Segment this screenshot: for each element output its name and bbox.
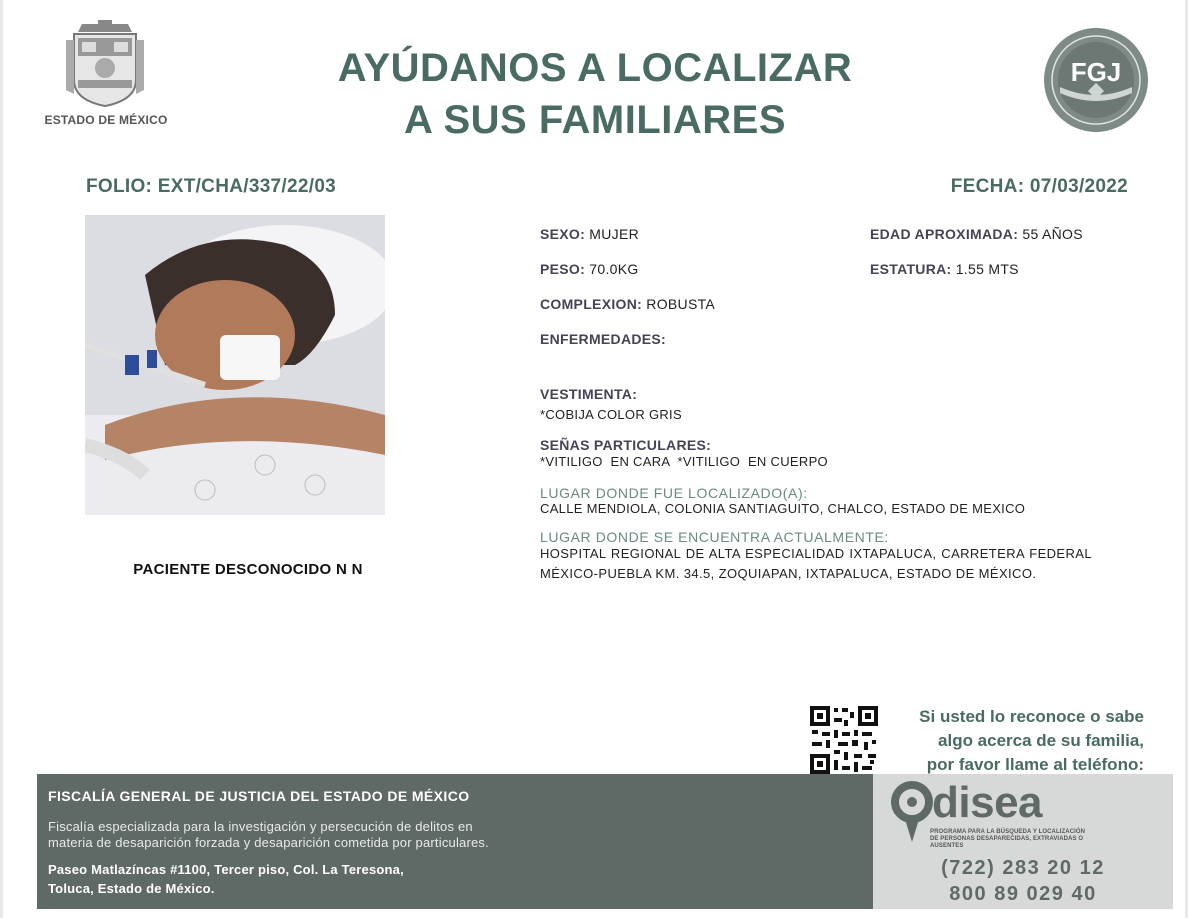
call-line-1: Si usted lo reconoce o sabe <box>919 707 1144 726</box>
peso-value: 70.0KG <box>589 261 639 277</box>
odisea-pin-icon <box>890 780 934 846</box>
qr-code[interactable] <box>808 704 880 776</box>
estatura-row <box>870 261 1019 277</box>
odisea-subtitle-line-1: PROGRAMA PARA LA BÚSQUEDA Y LOCALIZACIÓN <box>930 829 1086 835</box>
call-line-2: algo acerca de su familia, <box>938 731 1144 750</box>
estatura-label: ESTATURA: <box>870 261 952 277</box>
sexo-value: MUJER <box>589 226 640 242</box>
title-line-1: AYÚDANOS A LOCALIZAR <box>337 46 853 90</box>
odisea-subtitle-line-2: DE PERSONAS DESAPARECIDAS, EXTRAVIADAS O <box>930 836 1084 842</box>
vestimenta-label: VESTIMENTA: <box>540 386 638 402</box>
footer-address-line-1: Paseo Matlazíncas #1100, Tercer piso, Col. La Teresona, <box>48 862 404 877</box>
peso-row <box>540 261 639 277</box>
senas-value: *VITILIGO EN CARA *VITILIGO EN CUERPO <box>540 454 828 469</box>
left-edge-border <box>0 0 3 918</box>
footer-desc-line-1: Fiscalía especializada para la investigación y persecución de delitos en <box>48 819 473 834</box>
peso-label: PESO: <box>540 261 586 277</box>
senas-label: SEÑAS PARTICULARES: <box>540 437 712 453</box>
odisea-subtitle-line-3: AUSENTES <box>930 843 964 849</box>
actual-value: HOSPITAL REGIONAL DE ALTA ESPECIALIDAD IXTAPALUCA, CARRETERA FEDERAL MÉXICO-PUEBLA KM. 34.5, ZOQUIAPAN, IXTAPALUCA, ESTADO DE MÉXICO. <box>540 546 1092 581</box>
complexion-value: ROBUSTA <box>646 296 716 312</box>
sexo-label: SEXO: <box>540 226 586 242</box>
estatura-value: 1.55 MTS <box>955 261 1019 277</box>
title-line-2: A SUS FAMILIARES <box>403 98 787 142</box>
edad-row <box>870 226 1083 242</box>
fgj-seal-logo <box>1038 25 1154 135</box>
enfermedades-row <box>540 331 666 347</box>
fgj-text: FGJ <box>1070 57 1122 87</box>
sexo-row <box>540 226 639 242</box>
phone-number-1[interactable]: (722) 283 20 12 <box>941 857 1105 879</box>
actual-label: LUGAR DONDE SE ENCUENTRA ACTUALMENTE: <box>540 529 889 545</box>
edad-value: 55 AÑOS <box>1022 226 1083 242</box>
report-date: FECHA: 07/03/2022 <box>950 176 1128 197</box>
enfermedades-label: ENFERMEDADES: <box>540 331 667 347</box>
page-title <box>300 42 890 146</box>
vestimenta-value: *COBIJA COLOR GRIS <box>540 407 682 422</box>
localizado-label: LUGAR DONDE FUE LOCALIZADO(A): <box>540 485 808 501</box>
patient-name: PACIENTE DESCONOCIDO N N <box>133 561 363 578</box>
person-photo <box>85 215 385 515</box>
footer-address-line-2: Toluca, Estado de México. <box>48 881 215 896</box>
estado-de-mexico-label: ESTADO DE MÉXICO <box>44 113 168 127</box>
folio-number: FOLIO: EXT/CHA/337/22/03 <box>86 176 337 197</box>
odisea-wordmark: disea <box>932 778 1043 827</box>
odisea-subtitle <box>930 829 1100 850</box>
phone-number-2[interactable]: 800 89 029 40 <box>949 883 1097 905</box>
edad-label: EDAD APROXIMADA: <box>870 226 1019 242</box>
localizado-value: CALLE MENDIOLA, COLONIA SANTIAGUITO, CHALCO, ESTADO DE MEXICO <box>540 501 1026 516</box>
footer-description <box>48 819 648 851</box>
call-to-action <box>884 705 1144 777</box>
footer-desc-line-2: materia de desaparición forzada y desaparición cometida por particulares. <box>48 835 489 850</box>
estado-de-mexico-emblem <box>62 20 148 110</box>
footer-title: FISCALÍA GENERAL DE JUSTICIA DEL ESTADO DE MÉXICO <box>48 788 470 804</box>
footer-address <box>48 860 568 898</box>
call-line-3: por favor llame al teléfono: <box>926 755 1144 774</box>
complexion-label: COMPLEXION: <box>540 296 643 312</box>
complexion-row <box>540 296 715 312</box>
